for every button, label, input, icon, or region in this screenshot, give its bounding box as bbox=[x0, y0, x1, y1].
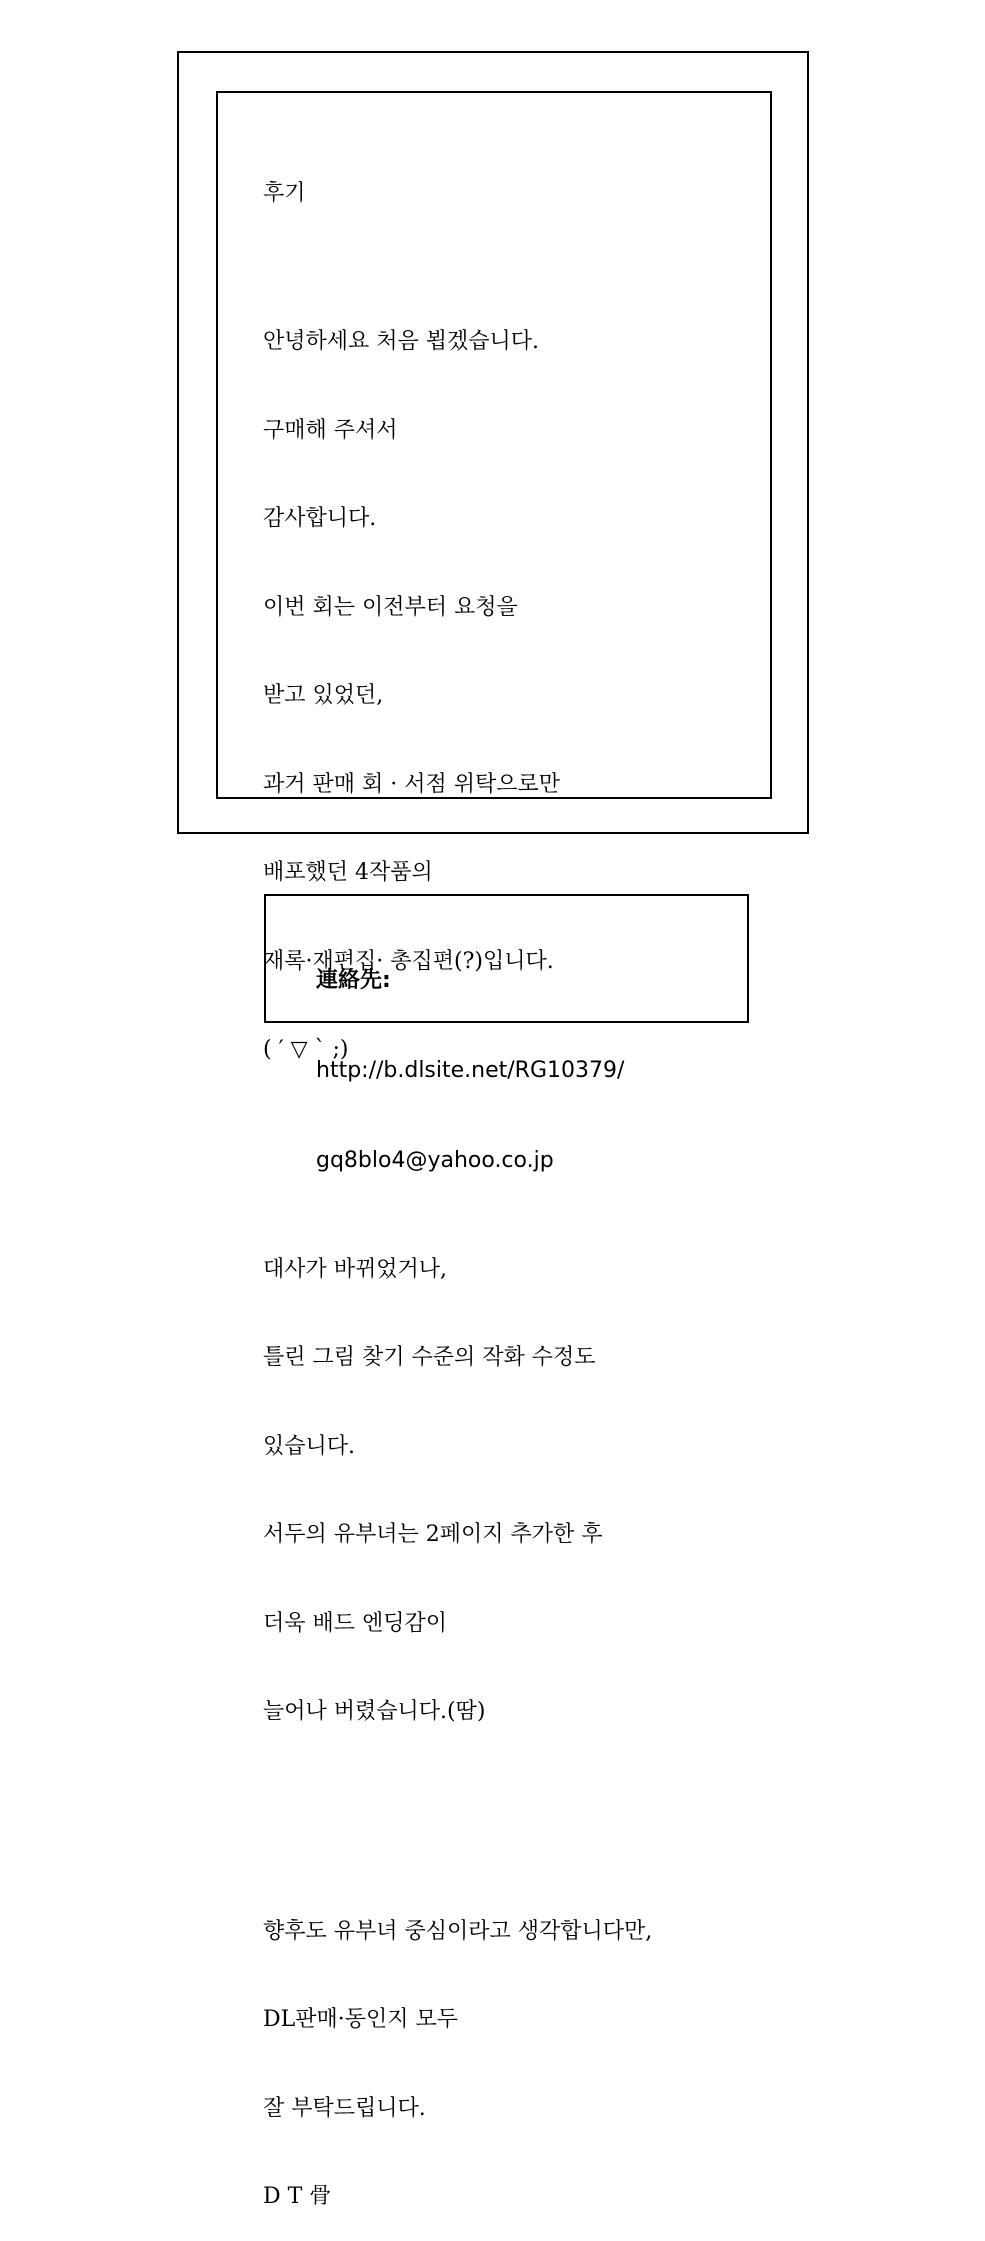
contact-url-link[interactable]: http://b.dlsite.net/RG10379/ bbox=[316, 1058, 625, 1083]
afterword-line: 받고 있었던, bbox=[263, 683, 384, 708]
afterword-line: 과거 판매 회 · 서점 위탁으로만 bbox=[263, 771, 560, 797]
afterword-line: 향후도 유부녀 중심이라고 생각합니다만, bbox=[263, 1918, 653, 1944]
contact-text bbox=[316, 906, 736, 1206]
afterword-line: 서두의 유부녀는 2페이지 추가한 후 bbox=[263, 1522, 603, 1547]
paragraph-spacer bbox=[263, 1815, 763, 1828]
contact-email-link[interactable]: gq8blo4@yahoo.co.jp bbox=[316, 1148, 554, 1173]
afterword-signature: D T 骨 bbox=[263, 2184, 332, 2209]
afterword-line: 틀린 그림 찾기 수준의 작화 수정도 bbox=[263, 1345, 596, 1370]
afterword-line: 배포했던 4작품의 bbox=[263, 860, 433, 885]
afterword-line: 재록·재편집· 총집편(?)입니다. bbox=[263, 948, 554, 974]
afterword-title: 후기 bbox=[263, 181, 306, 206]
afterword-line: 대사가 바뀌었거나, bbox=[263, 1256, 448, 1282]
afterword-line: 늘어나 버렸습니다.(땀) bbox=[263, 1699, 486, 1724]
afterword-line: DL판매·동인지 모두 bbox=[263, 2007, 458, 2032]
afterword-line: 구매해 주셔서 bbox=[263, 417, 398, 443]
afterword-line: 더욱 배드 엔딩감이 bbox=[263, 1610, 448, 1636]
afterword-line: 안녕하세요 처음 뵙겠습니다. bbox=[263, 329, 540, 354]
afterword-line: 감사합니다. bbox=[263, 506, 377, 531]
afterword-line: 이번 회는 이전부터 요청을 bbox=[263, 594, 518, 620]
afterword-emoticon: ( ′ ▽ ` ;) bbox=[263, 1037, 349, 1062]
afterword-line: 잘 부탁드립니다. bbox=[263, 2095, 426, 2121]
afterword-line: 있습니다. bbox=[263, 1433, 356, 1459]
contact-label: 連絡先: bbox=[316, 968, 391, 993]
